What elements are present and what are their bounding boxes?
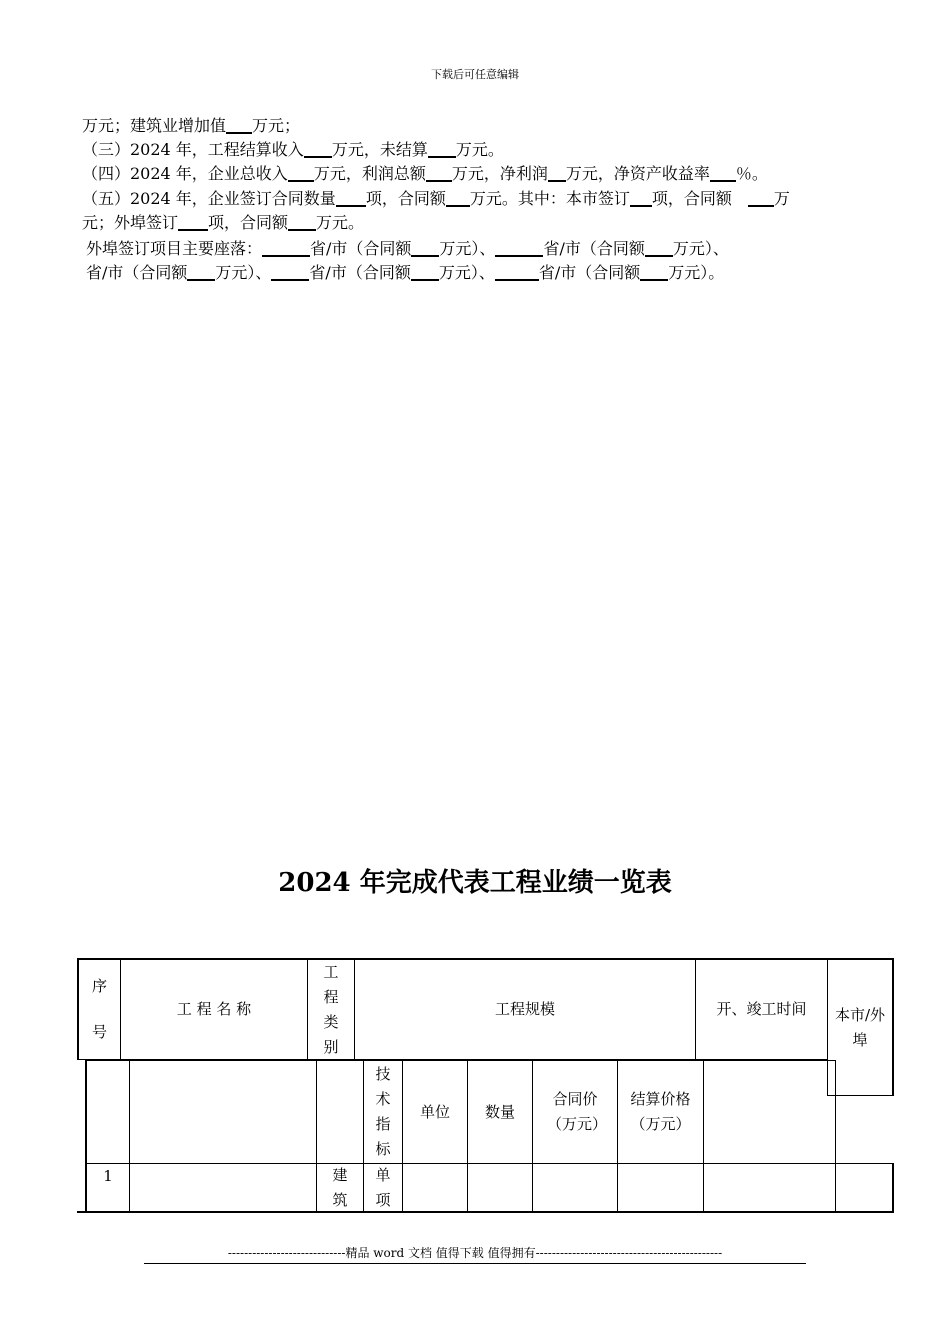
text-line-6: 外埠签订项目主要座落： 省/市（合同额 万元）、 省/市（合同额 万元）、 — [86, 239, 729, 258]
row1-quantity — [467, 1163, 533, 1213]
text-line-1: 万元；建筑业增加值 万元； — [82, 116, 301, 135]
table-title: 2024 年完成代表工程业绩一览表 — [278, 868, 672, 898]
text-line-5: 元；外埠签订 项，合同额 万元。 — [82, 213, 365, 232]
row1-settlement-price — [617, 1163, 704, 1213]
subheader-technical-index: 技术指标 — [363, 1060, 403, 1164]
row1-name — [129, 1163, 317, 1213]
subheader-quantity: 数量 — [467, 1060, 533, 1164]
footer-banner: -----------------------------精品 word 文档 值得下载 值得拥有---------------------------------------------- — [144, 1244, 806, 1264]
table-bottom-stub — [77, 1211, 87, 1213]
row1-location — [835, 1163, 894, 1213]
header-project-scale: 工程规模 — [354, 958, 696, 1060]
subheader-seq-cell — [85, 1060, 130, 1164]
row1-contract-price — [532, 1163, 618, 1213]
row1-type: 建筑 — [316, 1163, 364, 1213]
row1-technical-index: 单项 — [363, 1163, 403, 1213]
row1-unit — [402, 1163, 468, 1213]
text-line-7: 省/市（合同额 万元）、 省/市（合同额 万元）、 省/市（合同额 万元）。 — [86, 263, 725, 282]
text-line-4: （五）2024 年，企业签订合同数量 项，合同额 万元。其中：本市签订 项，合同额 万 — [82, 189, 790, 208]
subheader-contract-price: 合同价（万元） — [532, 1060, 618, 1164]
header-project-name: 工 程 名 称 — [120, 958, 308, 1060]
header-note: 下载后可任意编辑 — [431, 68, 519, 81]
subheader-settlement-price: 结算价格（万元） — [617, 1060, 704, 1164]
header-local-or-external: 本市/外埠 — [827, 958, 894, 1096]
header-seq: 序 号 — [77, 958, 121, 1060]
header-project-type: 工程类别 — [307, 958, 355, 1060]
subheader-unit: 单位 — [402, 1060, 468, 1164]
subheader-type-cell — [316, 1060, 364, 1164]
subheader-name-cell — [129, 1060, 317, 1164]
subheader-time-cell — [703, 1060, 836, 1164]
row1-time — [703, 1163, 836, 1213]
text-line-2: （三）2024 年，工程结算收入 万元，未结算 万元。 — [82, 140, 504, 159]
text-line-3: （四）2024 年，企业总收入 万元，利润总额 万元，净利润 万元，净资产收益率 ％。 — [82, 164, 768, 183]
header-start-end-time: 开、竣工时间 — [695, 958, 828, 1060]
row1-seq: 1 — [85, 1163, 130, 1213]
